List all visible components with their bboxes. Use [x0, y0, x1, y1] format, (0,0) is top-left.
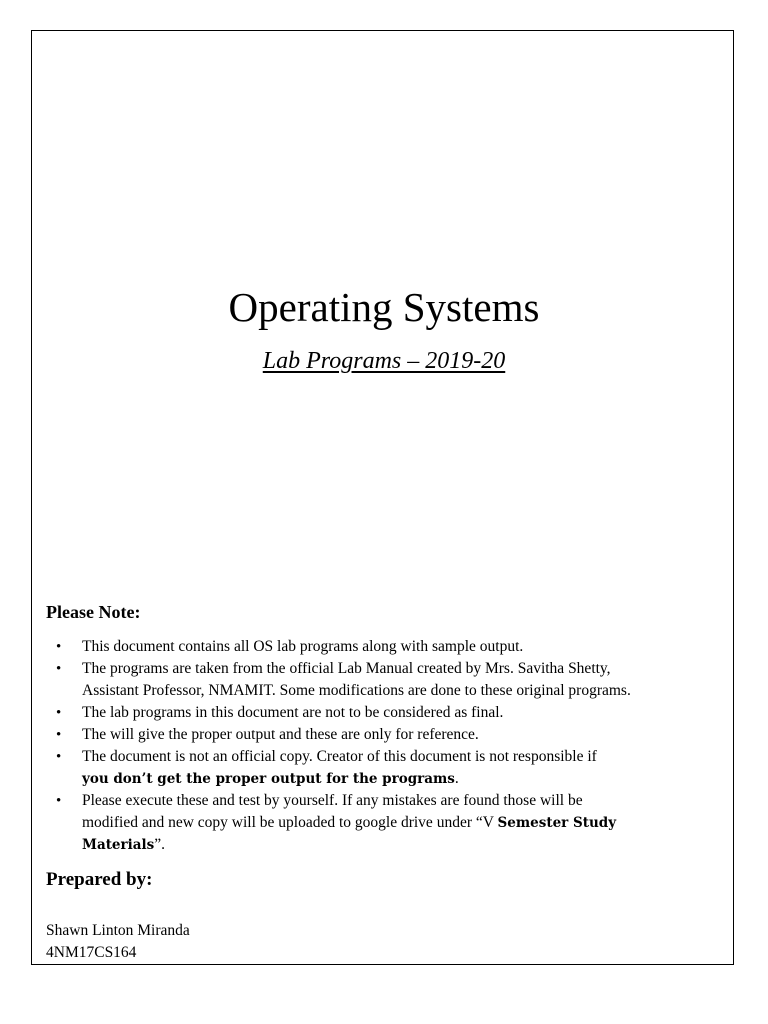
bullet-icon: •: [56, 727, 62, 743]
note-item: [46, 636, 736, 658]
author-name: Shawn Linton Miranda: [46, 922, 190, 939]
note-line: you don’t get the proper output for the programs.: [82, 770, 459, 787]
bullet-icon: •: [56, 639, 62, 655]
note-line: modified and new copy will be uploaded to google drive under “V Semester Study: [82, 814, 617, 831]
note-item: [46, 790, 736, 856]
note-line: Assistant Professor, NMAMIT. Some modifications are done to these original programs.: [82, 682, 631, 699]
note-item: [46, 702, 736, 724]
note-heading: Please Note:: [46, 602, 141, 622]
note-line: Please execute these and test by yourself. If any mistakes are found those will be: [82, 792, 583, 809]
emphasized-text: Semester Study: [497, 815, 617, 831]
subtitle-text: Lab Programs – 2019-20: [262, 348, 506, 374]
emphasized-text: Materials: [82, 837, 155, 853]
note-line: The document is not an official copy. Creator of this document is not responsible if: [82, 748, 597, 765]
note-line: This document contains all OS lab programs along with sample output.: [82, 638, 524, 655]
note-item: [46, 658, 736, 702]
bullet-icon: •: [56, 749, 62, 765]
note-line: The lab programs in this document are not to be considered as final.: [82, 704, 504, 721]
document-subtitle: [0, 345, 768, 377]
note-line: The will give the proper output and these are only for reference.: [82, 726, 479, 743]
bullet-icon: •: [56, 705, 62, 721]
bullet-icon: •: [56, 661, 62, 677]
prepared-by-heading: Prepared by:: [46, 869, 153, 890]
emphasized-text: you don’t get the proper output for the programs: [82, 771, 455, 787]
note-line: The programs are taken from the official Lab Manual created by Mrs. Savitha Shetty,: [82, 660, 611, 677]
note-item: [46, 724, 736, 746]
note-list: [46, 636, 736, 856]
author-id: 4NM17CS164: [46, 944, 137, 961]
bullet-icon: •: [56, 793, 62, 809]
note-line: Materials”.: [82, 836, 165, 853]
note-item: [46, 746, 736, 790]
document-title: Operating Systems: [228, 284, 540, 330]
